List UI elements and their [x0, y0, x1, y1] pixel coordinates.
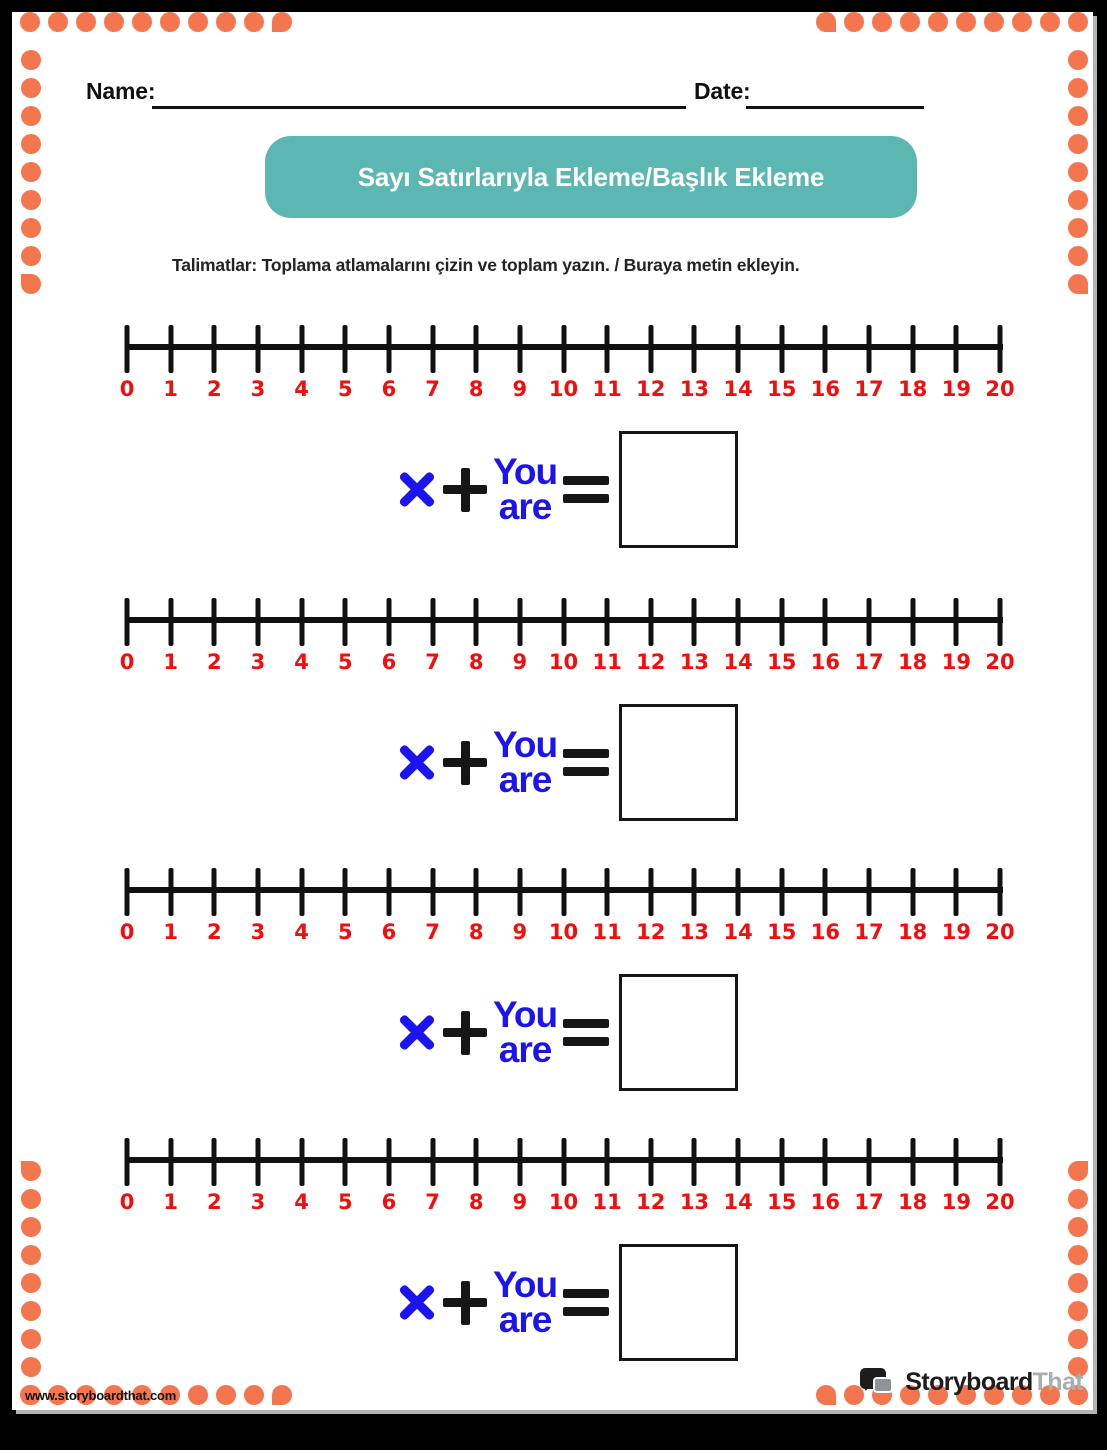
tick-label: 9 [512, 920, 528, 944]
decorative-dot [21, 218, 41, 238]
tick-label: 17 [854, 920, 884, 944]
tick-mark [212, 868, 217, 916]
tick-label: 16 [810, 1190, 841, 1214]
worksheet-title: Sayı Satırlarıyla Ekleme/Başlık Ekleme [357, 161, 825, 192]
decorative-leaf-dot [272, 12, 292, 32]
tick-mark [998, 868, 1003, 916]
word-are: are [498, 1298, 552, 1340]
decorative-dot [1068, 246, 1088, 266]
decorative-dot [928, 12, 948, 32]
tick-label: 2 [206, 1190, 222, 1214]
plus-icon [443, 1281, 487, 1325]
tick-mark [692, 598, 697, 646]
decorative-dot [900, 12, 920, 32]
tick-label: 1 [163, 377, 178, 401]
tick-mark [779, 325, 784, 373]
decorative-leaf-dot [21, 274, 41, 294]
tick-mark [648, 325, 653, 373]
decorative-leaf-dot [272, 1385, 292, 1405]
decorative-dot [1068, 12, 1088, 32]
storyboardthat-logo [860, 1366, 1083, 1398]
decorative-dot-strip [21, 50, 41, 294]
tick-label: 1 [163, 1190, 178, 1214]
number-line [119, 598, 1015, 678]
tick-label: 0 [119, 1190, 135, 1214]
tick-mark [605, 325, 610, 373]
tick-label: 8 [468, 650, 484, 674]
tick-mark [998, 325, 1003, 373]
tick-mark [910, 598, 915, 646]
tick-mark [823, 1138, 828, 1186]
word-you: You [493, 451, 558, 493]
decorative-dot [216, 12, 236, 32]
decorative-dot [1068, 190, 1088, 210]
tick-label: 5 [337, 920, 353, 944]
tick-label: 8 [468, 920, 484, 944]
decorative-dot [21, 106, 41, 126]
tick-mark [386, 598, 391, 646]
tick-mark [692, 325, 697, 373]
tick-mark [212, 1138, 217, 1186]
tick-mark [998, 1138, 1003, 1186]
tick-mark [954, 598, 959, 646]
decorative-dot [1068, 134, 1088, 154]
tick-label: 3 [250, 920, 266, 944]
equation [397, 1241, 738, 1364]
decorative-leaf-dot [816, 12, 836, 32]
tick-mark [648, 598, 653, 646]
word-are: are [498, 1028, 552, 1070]
tick-mark [299, 325, 304, 373]
tick-mark [736, 598, 741, 646]
instructions-text: Talimatlar: Toplama atlamalarını çizin ve toplam yazın. / Buraya metin ekleyin. [172, 255, 800, 275]
tick-label: 13 [679, 920, 710, 944]
tick-mark [343, 598, 348, 646]
tick-mark [212, 325, 217, 373]
logo-text [905, 1368, 1083, 1397]
tick-mark [692, 868, 697, 916]
answer-box[interactable] [619, 1244, 738, 1361]
tick-mark [386, 325, 391, 373]
tick-mark [168, 598, 173, 646]
multiply-icon [397, 743, 437, 783]
name-fill-line [152, 76, 686, 109]
decorative-dot-strip [1068, 50, 1088, 294]
tick-label: 12 [636, 377, 666, 401]
tick-mark [474, 598, 479, 646]
tick-label: 20 [985, 1190, 1015, 1214]
tick-label: 18 [898, 377, 928, 401]
decorative-dot [1068, 162, 1088, 182]
equation-words [493, 1264, 558, 1340]
decorative-dot [1040, 12, 1060, 32]
decorative-leaf-dot [816, 1385, 836, 1405]
tick-mark [517, 1138, 522, 1186]
tick-label: 19 [941, 650, 971, 674]
tick-label: 0 [119, 377, 135, 401]
tick-label: 4 [294, 377, 309, 401]
tick-label: 16 [810, 920, 841, 944]
equals-icon [563, 1289, 609, 1316]
tick-label: 15 [767, 1190, 797, 1214]
tick-mark [605, 868, 610, 916]
worksheet-problem [12, 868, 1093, 1113]
tick-label: 6 [381, 920, 397, 944]
multiply-icon [397, 1013, 437, 1053]
tick-label: 9 [512, 1190, 528, 1214]
tick-mark [212, 598, 217, 646]
date-fill-line [746, 76, 924, 109]
tick-label: 14 [723, 650, 753, 674]
tick-label: 12 [636, 1190, 666, 1214]
tick-label: 13 [679, 377, 710, 401]
tick-mark [561, 325, 566, 373]
tick-mark [867, 868, 872, 916]
tick-mark [430, 868, 435, 916]
equation [397, 971, 738, 1094]
tick-mark [910, 325, 915, 373]
tick-label: 11 [592, 377, 622, 401]
tick-label: 7 [425, 650, 440, 674]
number-line [119, 868, 1015, 948]
tick-label: 20 [985, 650, 1015, 674]
word-are: are [498, 758, 552, 800]
number-line [119, 325, 1015, 405]
tick-label: 13 [679, 1190, 710, 1214]
tick-label: 3 [250, 377, 266, 401]
tick-label: 9 [512, 377, 528, 401]
tick-label: 2 [206, 377, 222, 401]
tick-mark [867, 1138, 872, 1186]
tick-mark [561, 868, 566, 916]
tick-label: 12 [636, 920, 666, 944]
tick-mark [823, 325, 828, 373]
tick-label: 9 [512, 650, 528, 674]
tick-mark [125, 868, 130, 916]
tick-mark [474, 325, 479, 373]
tick-mark [430, 325, 435, 373]
decorative-dot [984, 12, 1004, 32]
website-url: www.storyboardthat.com [25, 1388, 177, 1403]
tick-label: 11 [592, 650, 622, 674]
equation-words [493, 994, 558, 1070]
worksheet-problem [12, 325, 1093, 570]
tick-mark [867, 598, 872, 646]
tick-label: 0 [119, 650, 135, 674]
tick-mark [998, 598, 1003, 646]
tick-mark [343, 868, 348, 916]
tick-mark [823, 868, 828, 916]
decorative-dot [244, 12, 264, 32]
logo-text-primary: Storyboard [905, 1367, 1033, 1396]
tick-mark [736, 868, 741, 916]
tick-label: 5 [337, 1190, 353, 1214]
tick-label: 18 [898, 650, 928, 674]
tick-label: 10 [548, 920, 579, 944]
tick-mark [736, 1138, 741, 1186]
logo-text-secondary: That [1032, 1367, 1083, 1396]
tick-label: 10 [548, 1190, 579, 1214]
tick-label: 15 [767, 920, 797, 944]
tick-mark [255, 1138, 260, 1186]
tick-label: 6 [381, 1190, 397, 1214]
decorative-dot [21, 78, 41, 98]
tick-label: 14 [723, 920, 753, 944]
tick-mark [648, 1138, 653, 1186]
number-line [119, 1138, 1015, 1218]
tick-label: 20 [985, 377, 1015, 401]
tick-label: 11 [592, 1190, 622, 1214]
decorative-leaf-dot [1068, 274, 1088, 294]
tick-mark [561, 1138, 566, 1186]
tick-label: 7 [425, 920, 440, 944]
tick-label: 15 [767, 650, 797, 674]
decorative-dot [244, 1385, 264, 1405]
tick-mark [779, 598, 784, 646]
decorative-dot [104, 12, 124, 32]
answer-box[interactable] [619, 974, 738, 1091]
tick-mark [255, 598, 260, 646]
speech-bubbles-icon [860, 1366, 900, 1398]
worksheet-page [12, 12, 1093, 1410]
tick-label: 19 [941, 377, 971, 401]
word-you: You [493, 724, 558, 766]
tick-label: 4 [294, 920, 309, 944]
word-are: are [498, 485, 552, 527]
worksheet-problem [12, 1138, 1093, 1383]
decorative-dot [844, 12, 864, 32]
speech-bubble-gray-icon [873, 1377, 893, 1393]
tick-mark [648, 868, 653, 916]
tick-label: 18 [898, 1190, 928, 1214]
title-banner [265, 136, 917, 218]
tick-mark [168, 1138, 173, 1186]
tick-label: 20 [985, 920, 1015, 944]
tick-mark [779, 1138, 784, 1186]
tick-mark [605, 598, 610, 646]
tick-label: 16 [810, 377, 841, 401]
tick-label: 10 [548, 377, 579, 401]
tick-mark [605, 1138, 610, 1186]
decorative-dot [21, 50, 41, 70]
tick-label: 11 [592, 920, 622, 944]
tick-label: 1 [163, 920, 178, 944]
tick-mark [954, 1138, 959, 1186]
tick-label: 1 [163, 650, 178, 674]
answer-box[interactable] [619, 431, 738, 548]
tick-mark [430, 1138, 435, 1186]
plus-icon [443, 468, 487, 512]
tick-label: 17 [854, 377, 884, 401]
multiply-icon [397, 1283, 437, 1323]
tick-label: 0 [119, 920, 135, 944]
tick-mark [299, 598, 304, 646]
equals-icon [563, 1019, 609, 1046]
decorative-dot [1068, 218, 1088, 238]
decorative-dot [48, 12, 68, 32]
equation [397, 701, 738, 824]
tick-mark [125, 325, 130, 373]
tick-mark [954, 868, 959, 916]
tick-mark [430, 598, 435, 646]
worksheet-problem [12, 598, 1093, 843]
answer-box[interactable] [619, 704, 738, 821]
tick-label: 14 [723, 1190, 753, 1214]
decorative-dot [188, 12, 208, 32]
tick-mark [823, 598, 828, 646]
tick-mark [561, 598, 566, 646]
decorative-dot [21, 162, 41, 182]
decorative-dot [1068, 50, 1088, 70]
tick-label: 3 [250, 1190, 266, 1214]
date-label: Date: [694, 78, 751, 104]
equation-words [493, 724, 558, 800]
tick-mark [867, 325, 872, 373]
decorative-dot [21, 190, 41, 210]
decorative-dot [21, 134, 41, 154]
plus-icon [443, 741, 487, 785]
tick-label: 3 [250, 650, 266, 674]
decorative-dot [188, 1385, 208, 1405]
decorative-dot [21, 246, 41, 266]
tick-mark [910, 1138, 915, 1186]
tick-mark [168, 868, 173, 916]
tick-mark [386, 868, 391, 916]
tick-label: 19 [941, 1190, 971, 1214]
tick-mark [255, 868, 260, 916]
equation [397, 428, 738, 551]
equation-words [493, 451, 558, 527]
equals-icon [563, 476, 609, 503]
tick-label: 13 [679, 650, 710, 674]
tick-label: 5 [337, 650, 353, 674]
tick-label: 17 [854, 1190, 884, 1214]
tick-mark [125, 598, 130, 646]
tick-mark [910, 868, 915, 916]
tick-mark [517, 598, 522, 646]
tick-label: 14 [723, 377, 753, 401]
decorative-dot [1068, 78, 1088, 98]
decorative-dot [872, 12, 892, 32]
equals-icon [563, 749, 609, 776]
name-label: Name: [86, 78, 156, 104]
tick-mark [474, 868, 479, 916]
plus-icon [443, 1011, 487, 1055]
tick-mark [517, 325, 522, 373]
word-you: You [493, 1264, 558, 1306]
tick-mark [343, 1138, 348, 1186]
tick-label: 10 [548, 650, 579, 674]
tick-label: 18 [898, 920, 928, 944]
tick-mark [736, 325, 741, 373]
tick-label: 17 [854, 650, 884, 674]
tick-label: 19 [941, 920, 971, 944]
tick-mark [517, 868, 522, 916]
decorative-dot [132, 12, 152, 32]
tick-mark [779, 868, 784, 916]
multiply-icon [397, 470, 437, 510]
word-you: You [493, 994, 558, 1036]
tick-mark [386, 1138, 391, 1186]
tick-label: 4 [294, 650, 309, 674]
tick-mark [168, 325, 173, 373]
tick-label: 6 [381, 377, 397, 401]
tick-mark [299, 868, 304, 916]
tick-label: 8 [468, 1190, 484, 1214]
tick-mark [343, 325, 348, 373]
decorative-dot [1012, 12, 1032, 32]
decorative-dot-strip [20, 12, 292, 32]
decorative-dot [1068, 106, 1088, 126]
tick-mark [474, 1138, 479, 1186]
tick-label: 2 [206, 650, 222, 674]
tick-label: 6 [381, 650, 397, 674]
decorative-dot [160, 12, 180, 32]
tick-label: 8 [468, 377, 484, 401]
tick-mark [299, 1138, 304, 1186]
tick-label: 7 [425, 377, 440, 401]
tick-mark [692, 1138, 697, 1186]
tick-label: 2 [206, 920, 222, 944]
decorative-dot [216, 1385, 236, 1405]
tick-mark [954, 325, 959, 373]
tick-mark [255, 325, 260, 373]
decorative-dot [20, 12, 40, 32]
decorative-dot [956, 12, 976, 32]
decorative-dot-strip [816, 12, 1088, 32]
tick-mark [125, 1138, 130, 1186]
tick-label: 15 [767, 377, 797, 401]
decorative-dot [76, 12, 96, 32]
tick-label: 5 [337, 377, 353, 401]
tick-label: 12 [636, 650, 666, 674]
tick-label: 16 [810, 650, 841, 674]
tick-label: 4 [294, 1190, 309, 1214]
tick-label: 7 [425, 1190, 440, 1214]
